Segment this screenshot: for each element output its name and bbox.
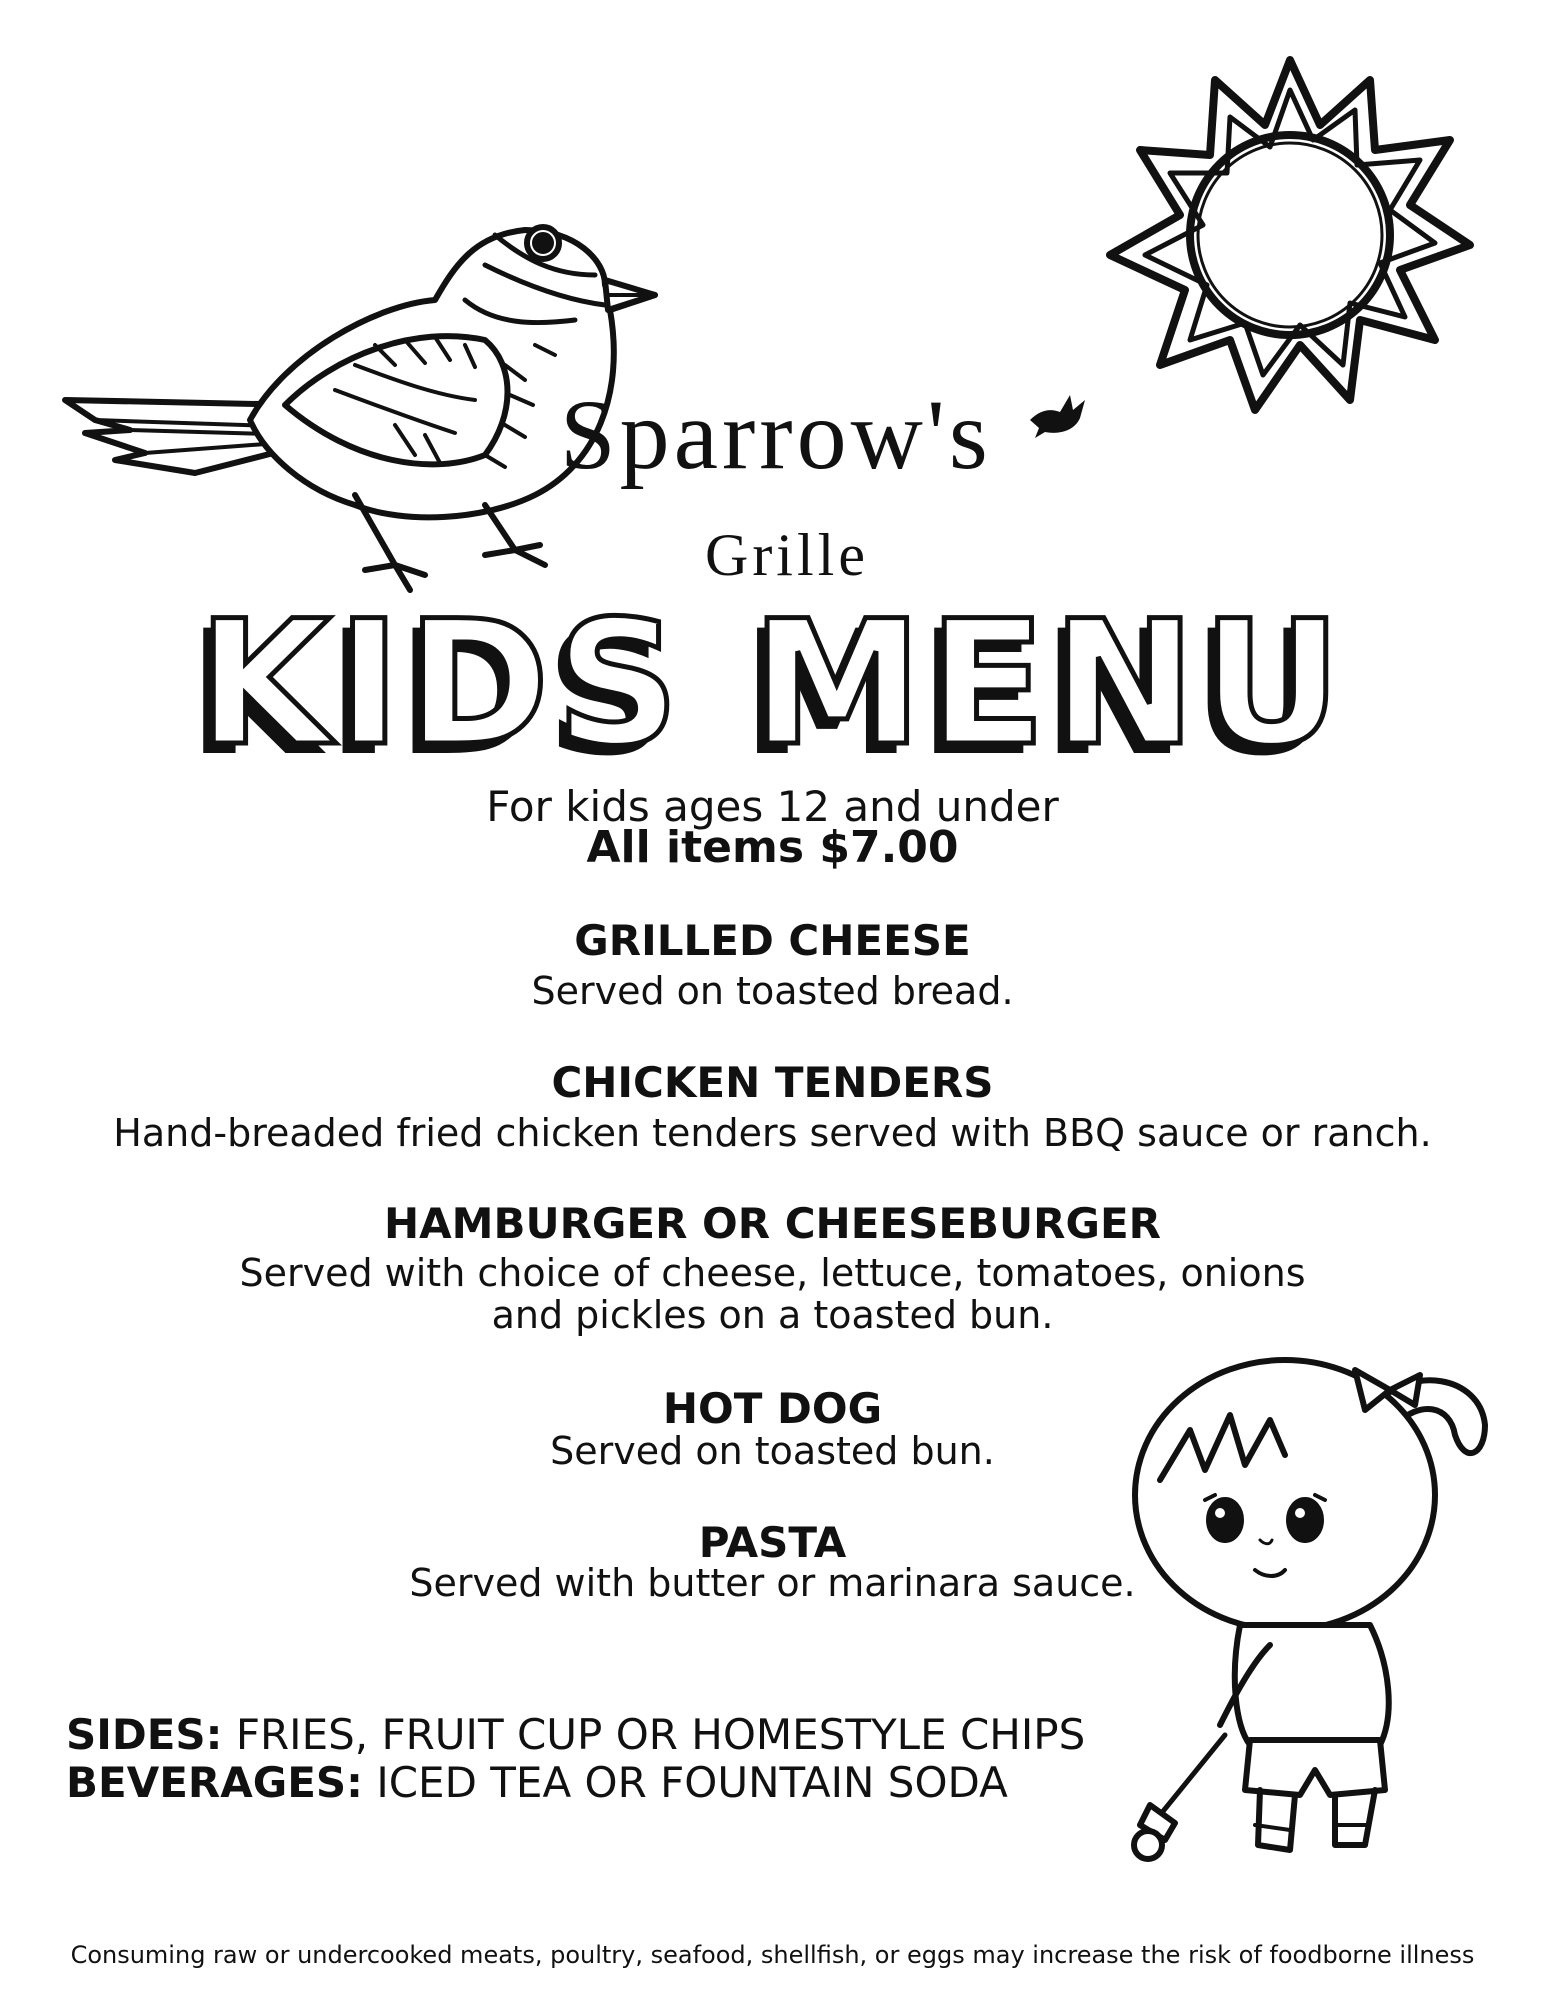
item-desc: Served on toasted bread. [531,969,1014,1013]
item-title: HAMBURGER OR CHEESEBURGER [384,1199,1161,1248]
sun-icon [1105,55,1475,415]
logo-sub: Grille [705,522,869,588]
sides-line [66,1710,1086,1759]
age-note: For kids ages 12 and under [486,782,1059,831]
beverages-value: ICED TEA OR FOUNTAIN SODA [376,1758,1008,1807]
item-desc: Served on toasted bun. [550,1429,995,1473]
item-desc: Hand-breaded fried chicken tenders served with BBQ sauce or ranch. [113,1111,1432,1155]
item-title: CHICKEN TENDERS [551,1058,994,1107]
item-desc: Served with choice of cheese, lettuce, tomatoes, onions [239,1251,1306,1295]
sides-label: SIDES: [66,1710,223,1759]
beverages-line [66,1758,1008,1807]
item-title: GRILLED CHEESE [574,916,971,965]
item-title: PASTA [698,1518,847,1567]
girl-golfer-icon [1120,1345,1500,1865]
beverages-label: BEVERAGES: [66,1758,363,1807]
sides-value: FRIES, FRUIT CUP OR HOMESTYLE CHIPS [235,1710,1086,1759]
page-title: KIDS MENU [197,583,1348,784]
item-desc: Served with butter or marinara sauce. [409,1561,1136,1605]
price-note: All items $7.00 [586,822,959,873]
small-bird-icon [1025,390,1095,440]
item-desc: and pickles on a toasted bun. [491,1293,1054,1337]
disclaimer: Consuming raw or undercooked meats, poultry, seafood, shellfish, or eggs may increase the risk of foodborne illness [70,1941,1475,1969]
logo-name: Sparrow's [560,379,992,490]
item-title: HOT DOG [662,1384,883,1433]
